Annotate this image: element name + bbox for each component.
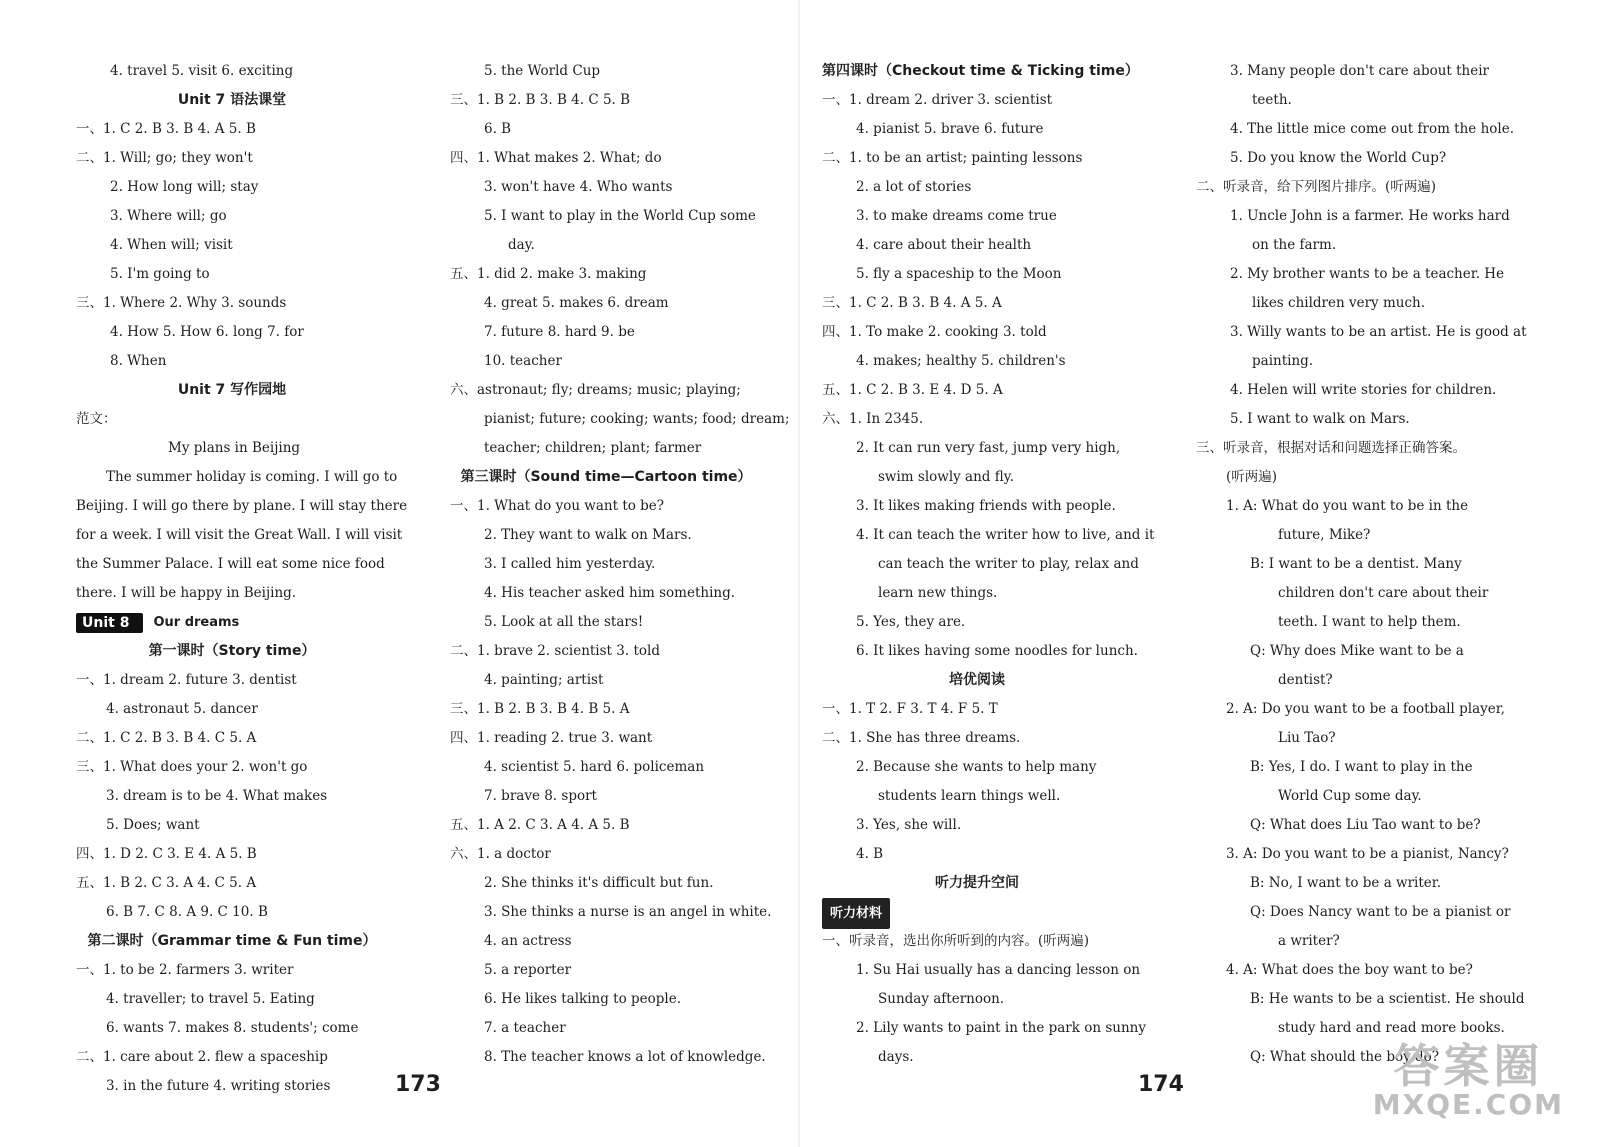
answer-line: learn new things. xyxy=(878,585,998,601)
answer-line: 五、1. C 2. B 3. E 4. D 5. A xyxy=(822,382,1003,398)
answer-line: 5. fly a spaceship to the Moon xyxy=(856,266,1062,282)
answer-line: 2. Because she wants to help many xyxy=(856,759,1097,775)
answer-line: 4. How 5. How 6. long 7. for xyxy=(110,324,304,340)
answer-line: 4. A: What does the boy want to be? xyxy=(1226,962,1473,978)
answer-line: My plans in Beijing xyxy=(168,440,301,456)
watermark-cn: 答案圈 xyxy=(1393,1039,1544,1093)
answer-line: 二、1. C 2. B 3. B 4. C 5. A xyxy=(76,730,257,746)
answer-line: 4. Helen will write stories for children. xyxy=(1230,382,1497,398)
answer-line: 一、1. dream 2. future 3. dentist xyxy=(76,672,297,688)
answer-line: for a week. I will visit the Great Wall. I will visit xyxy=(76,527,403,543)
section-heading: 听力提升空间 xyxy=(935,875,1019,891)
answer-line: Sunday afternoon. xyxy=(878,991,1005,1007)
answer-line: 三、1. Where 2. Why 3. sounds xyxy=(76,295,287,311)
column-1 xyxy=(76,57,408,1101)
answer-line: 2. She thinks it's difficult but fun. xyxy=(484,875,714,891)
answer-line: 二、1. Will; go; they won't xyxy=(76,150,253,166)
answer-line: 一、听录音，选出你所听到的内容。(听两遍) xyxy=(822,933,1090,949)
answer-line: 3. Where will; go xyxy=(110,208,227,224)
answer-line: Q: What should the boy do? xyxy=(1250,1049,1440,1065)
answer-line: days. xyxy=(878,1049,914,1065)
answer-line: 3. Yes, she will. xyxy=(856,817,962,833)
section-heading: 第一课时（Story time） xyxy=(148,643,316,659)
answer-line: Q: What does Liu Tao want to be? xyxy=(1250,817,1481,833)
answer-line: 2. Lily wants to paint in the park on sunny xyxy=(856,1020,1146,1036)
answer-line: 二、1. brave 2. scientist 3. told xyxy=(450,643,660,659)
answer-line: 3. Willy wants to be an artist. He is good at xyxy=(1230,324,1527,340)
answer-line: 三、听录音，根据对话和问题选择正确答案。 xyxy=(1196,440,1466,456)
answer-line: 5. I'm going to xyxy=(110,266,210,282)
answer-line: (听两遍) xyxy=(1226,469,1278,485)
answer-line: a writer? xyxy=(1278,933,1340,949)
answer-line: 4. traveller; to travel 5. Eating xyxy=(106,991,315,1007)
answer-line: 一、1. dream 2. driver 3. scientist xyxy=(822,92,1053,108)
answer-line: 1. Uncle John is a farmer. He works hard xyxy=(1230,208,1510,224)
tag-row xyxy=(822,898,1132,927)
answer-line: 5. Do you know the World Cup? xyxy=(1230,150,1447,166)
answer-line: 五、1. did 2. make 3. making xyxy=(450,266,647,282)
answer-line: 5. I want to walk on Mars. xyxy=(1230,411,1410,427)
answer-line: 5. Does; want xyxy=(106,817,200,833)
answer-line: students learn things well. xyxy=(878,788,1061,804)
answer-line: The summer holiday is coming. I will go to xyxy=(106,469,398,485)
answer-line: 五、1. A 2. C 3. A 4. A 5. B xyxy=(450,817,630,833)
answer-line: day. xyxy=(508,237,535,253)
answer-line: 7. brave 8. sport xyxy=(484,788,597,804)
answer-line: Liu Tao? xyxy=(1278,730,1336,746)
answer-line: 3. Many people don't care about their xyxy=(1230,63,1489,79)
answer-line: 10. teacher xyxy=(484,353,562,369)
answer-line: Q: Does Nancy want to be a pianist or xyxy=(1250,904,1511,920)
answer-line: 5. Yes, they are. xyxy=(856,614,966,630)
answer-line: 3. I called him yesterday. xyxy=(484,556,656,572)
answer-line: B: No, I want to be a writer. xyxy=(1250,875,1442,891)
answer-line: 三、1. B 2. B 3. B 4. B 5. A xyxy=(450,701,630,717)
answer-line: 4. pianist 5. brave 6. future xyxy=(856,121,1044,137)
answer-line: 六、astronaut; fly; dreams; music; playing; xyxy=(450,382,741,398)
answer-line: 一、1. T 2. F 3. T 4. F 5. T xyxy=(822,701,998,717)
answer-line: 6. B xyxy=(484,121,512,137)
answer-line: 4. great 5. makes 6. dream xyxy=(484,295,669,311)
answer-line: there. I will be happy in Beijing. xyxy=(76,585,297,601)
answer-line: 3. It likes making friends with people. xyxy=(856,498,1116,514)
answer-line: 4. The little mice come out from the hole. xyxy=(1230,121,1514,137)
answer-line: 4. makes; healthy 5. children's xyxy=(856,353,1066,369)
answer-line: 3. in the future 4. writing stories xyxy=(106,1078,331,1094)
answer-line: 7. future 8. hard 9. be xyxy=(484,324,635,340)
answer-line: can teach the writer to play, relax and xyxy=(878,556,1139,572)
answer-line: 六、1. In 2345. xyxy=(822,411,924,427)
page-gutter xyxy=(798,0,800,1147)
answer-line: 4. astronaut 5. dancer xyxy=(106,701,258,717)
answer-line: 1. A: What do you want to be in the xyxy=(1226,498,1469,514)
answer-line: 二、1. to be an artist; painting lessons xyxy=(822,150,1083,166)
answer-line: 8. The teacher knows a lot of knowledge. xyxy=(484,1049,766,1065)
answer-line: 5. the World Cup xyxy=(484,63,601,79)
answer-line: 4. care about their health xyxy=(856,237,1032,253)
answer-line: World Cup some day. xyxy=(1278,788,1422,804)
answer-line: 一、1. What do you want to be? xyxy=(450,498,665,514)
answer-line: 二、1. She has three dreams. xyxy=(822,730,1021,746)
watermark-en: MXQE.COM xyxy=(1372,1088,1564,1121)
answer-line: B: Yes, I do. I want to play in the xyxy=(1250,759,1473,775)
answer-line: 1. Su Hai usually has a dancing lesson on xyxy=(856,962,1141,978)
answer-line: teeth. xyxy=(1252,92,1292,108)
answer-line: 8. When xyxy=(110,353,167,369)
answer-line: 2. They want to walk on Mars. xyxy=(484,527,692,543)
answer-line: Beijing. I will go there by plane. I will stay there xyxy=(76,498,408,514)
answer-line: 2. A: Do you want to be a football player, xyxy=(1226,701,1506,717)
page-number-left: 173 xyxy=(395,1072,441,1097)
answer-line: study hard and read more books. xyxy=(1278,1020,1505,1036)
section-heading: 培优阅读 xyxy=(949,672,1005,688)
answer-line: 2. My brother wants to be a teacher. He xyxy=(1230,266,1505,282)
answer-line: future, Mike? xyxy=(1278,527,1371,543)
answer-line: 四、1. reading 2. true 3. want xyxy=(450,730,653,746)
answer-line: 5. Look at all the stars! xyxy=(484,614,644,630)
answer-line: 三、1. C 2. B 3. B 4. A 5. A xyxy=(822,295,1002,311)
answer-line: children don't care about their xyxy=(1278,585,1489,601)
answer-line: 4. It can teach the writer how to live, and it xyxy=(856,527,1155,543)
answer-line: 一、1. C 2. B 3. B 4. A 5. B xyxy=(76,121,256,137)
answer-line: 四、1. What makes 2. What; do xyxy=(450,150,662,166)
answer-line: B: He wants to be a scientist. He should xyxy=(1250,991,1525,1007)
answer-line: 3. She thinks a nurse is an angel in white. xyxy=(484,904,772,920)
unit-title: Our dreams xyxy=(153,615,240,630)
answer-line: 4. B xyxy=(856,846,884,862)
column-3 xyxy=(822,57,1155,1072)
section-heading: Unit 7 语法课堂 xyxy=(177,92,287,108)
unit-badge: Unit 8 xyxy=(76,613,143,633)
answer-line: 4. His teacher asked him something. xyxy=(484,585,736,601)
answer-line: Q: Why does Mike want to be a xyxy=(1250,643,1464,659)
answer-line: 二、听录音，给下列图片排序。(听两遍) xyxy=(1196,179,1437,195)
answer-line: 6. B 7. C 8. A 9. C 10. B xyxy=(106,904,268,920)
answer-line: 6. He likes talking to people. xyxy=(484,991,682,1007)
page-number-right: 174 xyxy=(1138,1072,1184,1097)
answer-line: 4. an actress xyxy=(484,933,572,949)
answer-line: B: I want to be a dentist. Many xyxy=(1250,556,1462,572)
listening-material-tag: 听力材料 xyxy=(822,898,890,929)
section-heading: 第二课时（Grammar time & Fun time） xyxy=(87,933,377,949)
answer-line: 3. A: Do you want to be a pianist, Nancy? xyxy=(1226,846,1509,862)
answer-line: likes children very much. xyxy=(1252,295,1426,311)
answer-line: 六、1. a doctor xyxy=(450,846,551,862)
watermark xyxy=(1372,1039,1564,1121)
answer-line: 范文： xyxy=(76,411,117,427)
answer-line: 三、1. What does your 2. won't go xyxy=(76,759,308,775)
answer-line: 4. When will; visit xyxy=(110,237,233,253)
answer-line: 四、1. To make 2. cooking 3. told xyxy=(822,324,1047,340)
section-heading: 第四课时（Checkout time & Ticking time） xyxy=(822,63,1139,79)
answer-line: 二、1. care about 2. flew a spaceship xyxy=(76,1049,328,1065)
unit-header xyxy=(76,608,388,637)
answer-line: 一、1. to be 2. farmers 3. writer xyxy=(76,962,294,978)
answer-line: 2. It can run very fast, jump very high, xyxy=(856,440,1121,456)
answer-line: pianist; future; cooking; wants; food; dream; xyxy=(484,411,790,427)
answer-line: 7. a teacher xyxy=(484,1020,566,1036)
answer-line: teacher; children; plant; farmer xyxy=(484,440,702,456)
answer-line: swim slowly and fly. xyxy=(878,469,1014,485)
section-heading: 第三课时（Sound time—Cartoon time） xyxy=(460,469,752,485)
answer-line: painting. xyxy=(1252,353,1314,369)
answer-line: 3. dream is to be 4. What makes xyxy=(106,788,328,804)
answer-line: dentist? xyxy=(1278,672,1333,688)
answer-line: on the farm. xyxy=(1252,237,1337,253)
answer-line: 三、1. B 2. B 3. B 4. C 5. B xyxy=(450,92,631,108)
answer-line: 4. scientist 5. hard 6. policeman xyxy=(484,759,705,775)
answer-line: 5. a reporter xyxy=(484,962,572,978)
answer-line: 4. painting; artist xyxy=(484,672,604,688)
answer-line: 2. a lot of stories xyxy=(856,179,972,195)
answer-line: 3. won't have 4. Who wants xyxy=(484,179,673,195)
answer-line: the Summer Palace. I will eat some nice food xyxy=(76,556,385,572)
answer-line: teeth. I want to help them. xyxy=(1278,614,1461,630)
column-2 xyxy=(450,57,790,1072)
answer-line: 五、1. B 2. C 3. A 4. C 5. A xyxy=(76,875,257,891)
answer-line: 四、1. D 2. C 3. E 4. A 5. B xyxy=(76,846,257,862)
answer-line: 2. How long will; stay xyxy=(110,179,259,195)
answer-line: 6. wants 7. makes 8. students'; come xyxy=(106,1020,359,1036)
answer-line: 6. It likes having some noodles for lunch. xyxy=(856,643,1138,659)
answer-line: 4. travel 5. visit 6. exciting xyxy=(110,63,294,79)
section-heading: Unit 7 写作园地 xyxy=(177,382,287,398)
answer-line: 3. to make dreams come true xyxy=(856,208,1057,224)
answer-line: 5. I want to play in the World Cup some xyxy=(484,208,756,224)
